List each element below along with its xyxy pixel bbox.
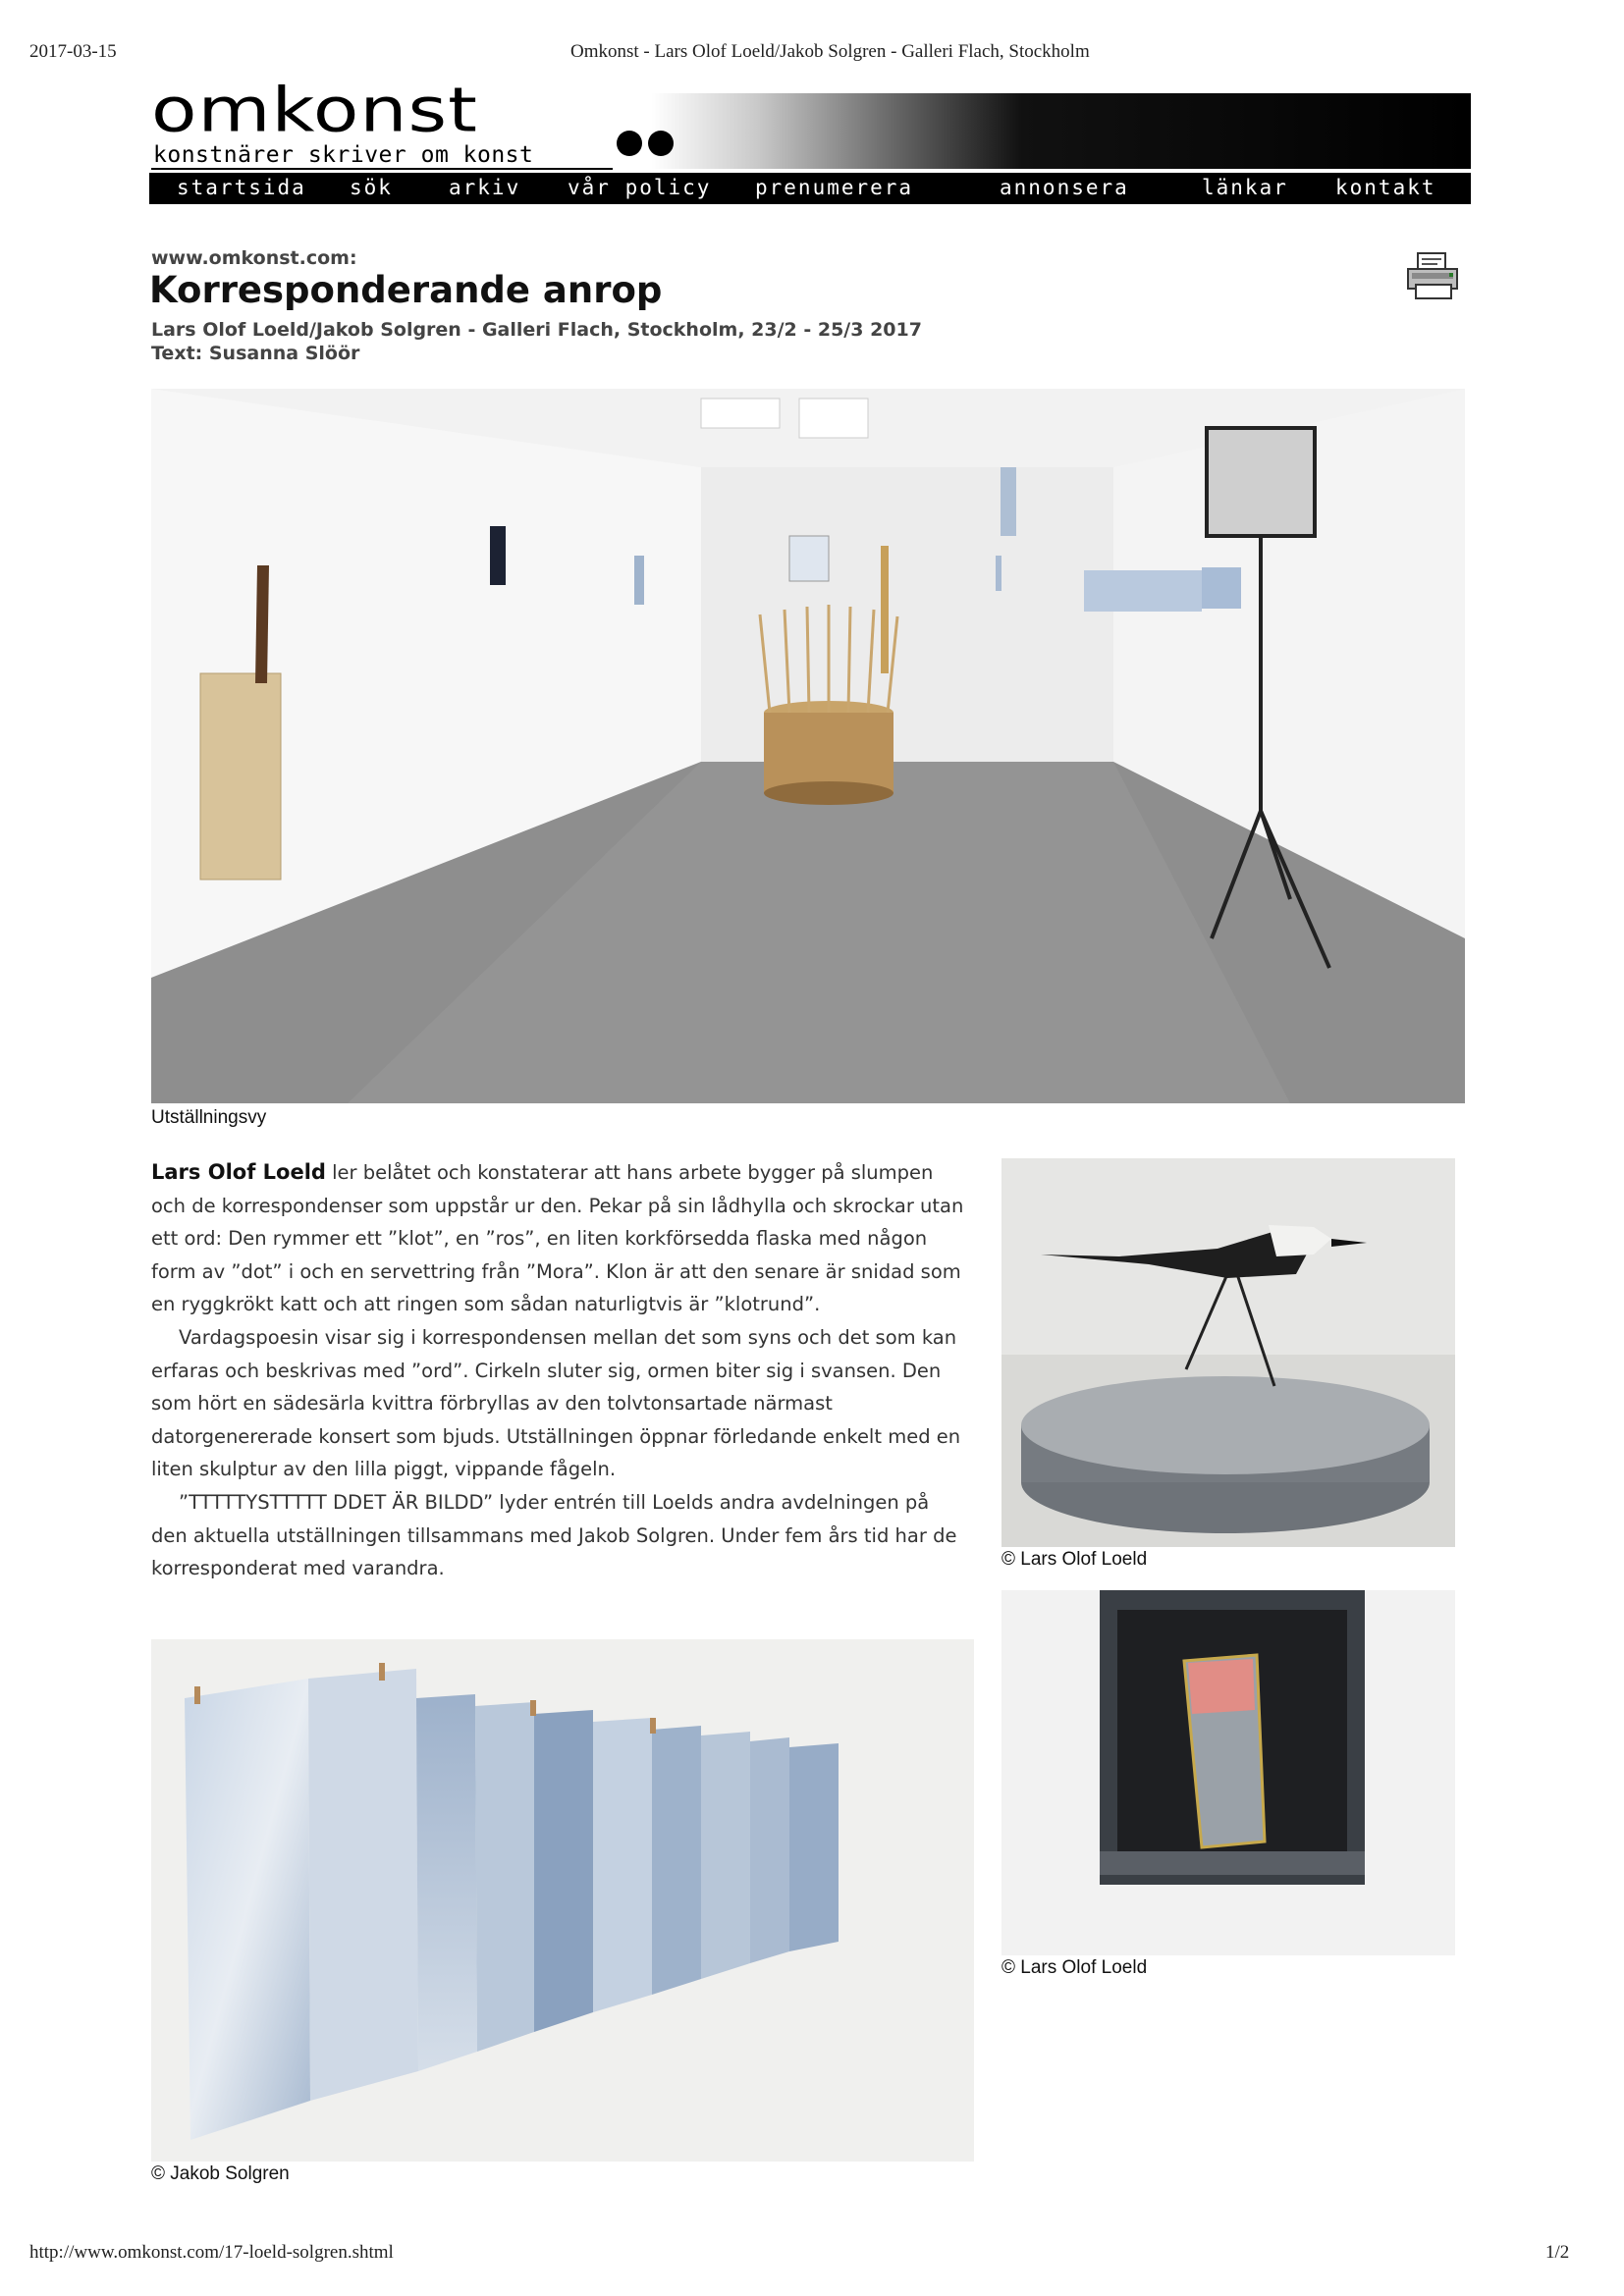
main-image-caption: Utställningsvy	[151, 1107, 267, 1128]
article-meta	[151, 318, 922, 365]
sky-paintings-image	[151, 1639, 974, 2162]
paragraph-2: Vardagspoesin visar sig i korrespondensen mellan det som syns och det som kan erfaras och beskrivas med ”ord”. Cirkeln sluter sig, ormen biter sig i svansen. Den som hört en sädesärla kvittra förbryllas av den tolvtonsartade närmast datorgenererade konsert som bjuds. Utställningen öppnar förledande enkelt med en liten skulptur av den lilla piggt, vippande fågeln.	[151, 1325, 961, 1481]
site-url: www.omkonst.com:	[151, 247, 357, 269]
article-title: Korresponderande anrop	[149, 269, 663, 311]
artist-name: Lars Olof Loeld	[151, 1160, 326, 1184]
print-url: http://www.omkonst.com/17-loeld-solgren.shtml	[29, 2242, 394, 2263]
print-date: 2017-03-15	[29, 41, 117, 62]
nav-annonsera[interactable]: annonsera	[1000, 176, 1129, 199]
article-author: Text: Susanna Slöör	[151, 343, 360, 364]
nav-var-policy[interactable]: vår policy	[568, 176, 712, 199]
site-logo[interactable]: omkonst	[151, 74, 478, 146]
site-banner	[149, 74, 1471, 204]
printer-icon[interactable]	[1406, 251, 1461, 300]
box-shelf-image	[1001, 1590, 1455, 1955]
print-title: Omkonst - Lars Olof Loeld/Jakob Solgren - Galleri Flach, Stockholm	[570, 41, 1090, 62]
bird-sculpture-image	[1001, 1158, 1455, 1547]
article-subtitle: Lars Olof Loeld/Jakob Solgren - Galleri Flach, Stockholm, 23/2 - 25/3 2017	[151, 319, 922, 341]
paragraph-3: ”TTTTTYSTTTTT DDET ÄR BILDD” lyder entrén till Loelds andra avdelningen på den aktuella utställningen tillsammans med Jakob Solgren. Under fem års tid har de korresponderat med varandra.	[151, 1490, 957, 1580]
nav-prenumerera[interactable]: prenumerera	[755, 176, 914, 199]
box-image-caption: © Lars Olof Loeld	[1001, 1957, 1148, 1978]
article-body	[151, 1156, 966, 1585]
nav-arkiv[interactable]: arkiv	[449, 176, 521, 199]
site-tagline: konstnärer skriver om konst	[153, 142, 534, 168]
sky-image-caption: © Jakob Solgren	[151, 2163, 290, 2184]
print-page-number: 1/2	[1545, 2242, 1570, 2263]
paragraph-1: Lars Olof Loeld ler belåtet och konstaterar att hans arbete bygger på slumpen och de korrespondenser som uppstår ur den. Pekar på sin lådhylla och skrockar utan ett ord: Den rymmer ett ”klot”, en ”ros”, en liten korkförsedda flaska med någon form av ”dot” i och en servettring från ”Mora”. Klon är att den senare är snidad som en ryggkrökt katt och att ringen som sådan naturligtvis är ”klotrund”.	[151, 1160, 964, 1316]
main-nav	[149, 173, 1471, 204]
nav-kontakt[interactable]: kontakt	[1335, 176, 1436, 199]
tagline-divider	[151, 168, 613, 170]
nav-startsida[interactable]: startsida	[177, 176, 306, 199]
nav-lankar[interactable]: länkar	[1202, 176, 1288, 199]
gallery-view-image	[151, 389, 1465, 1103]
nav-sok[interactable]: sök	[350, 176, 393, 199]
bird-image-caption: © Lars Olof Loeld	[1001, 1549, 1148, 1570]
logo-dots	[617, 131, 679, 158]
